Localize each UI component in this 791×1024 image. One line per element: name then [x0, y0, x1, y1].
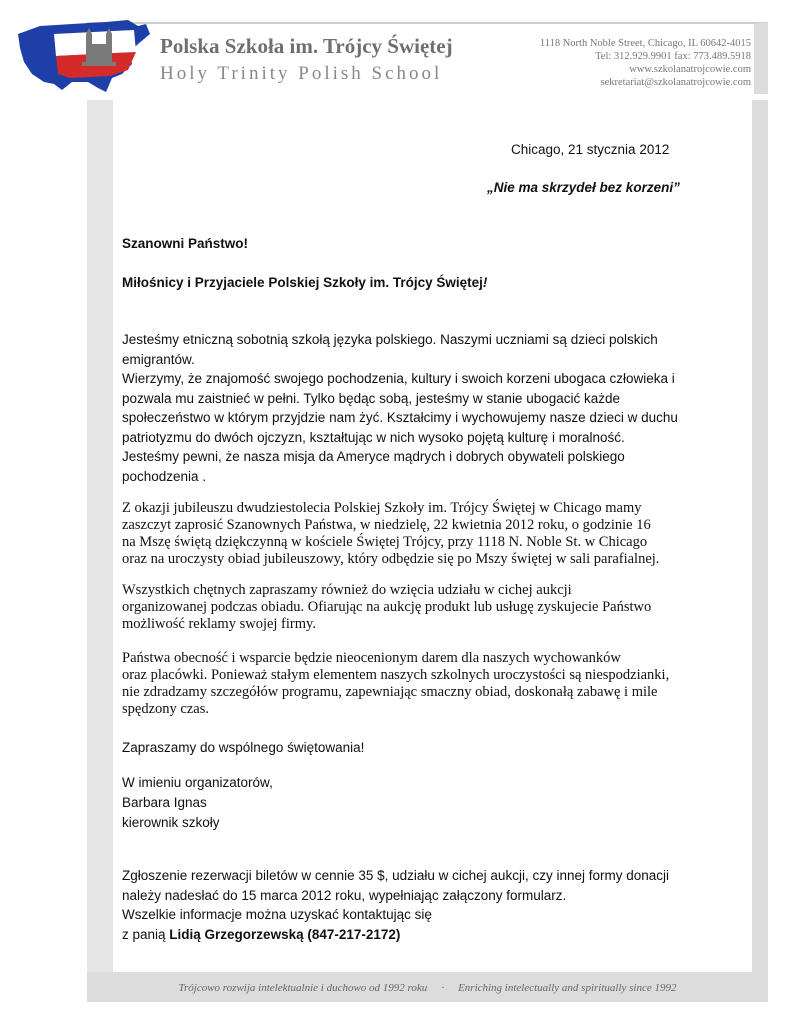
paragraph-auction: Wszystkich chętnych zapraszamy również do wzięcia udziału w cichej aukcji organizowanej podczas obiadu. Ofiarując na aukcję produkt lub usługę zyskujecie Państwo możliwość reklamy swojej firmy. — [122, 582, 652, 632]
address: 1118 North Noble Street, Chicago, IL 60642-4015 — [539, 38, 751, 49]
contact-block — [540, 37, 751, 89]
signature-block: W imieniu organizatorów, Barbara Ignas kierownik szkoły — [122, 773, 273, 833]
website-link[interactable]: www.szkolanatrojcowie.com — [629, 64, 751, 75]
right-frame-bar — [752, 100, 768, 972]
paragraph-support: Państwa obecność i wsparcie będzie nieocenionym darem dla naszych wychowanków oraz placówki. Ponieważ stałym elementem naszych szkolnych uroczystości są niespodzianki, nie zdradzamy szczegółów programu, zapewniając smaczny obiad, doskonałą zabawę i mile spędzony czas. — [122, 650, 670, 717]
contact-person: Lidią Grzegorzewską (847-217-2172) — [169, 926, 401, 942]
signer-name: Barbara Ignas — [122, 795, 207, 810]
school-name-english: Holy Trinity Polish School — [160, 63, 443, 84]
email-link[interactable]: sekretariat@szkolanatrojcowie.com — [600, 77, 751, 88]
greeting-friends: Miłośnicy i Przyjaciele Polskiej Szkoły im. Trójcy Świętej! — [122, 275, 488, 290]
letter-motto: „Nie ma skrzydeł bez korzeni” — [487, 180, 680, 195]
school-name-polish: Polska Szkoła im. Trójcy Świętej — [160, 34, 453, 58]
signer-title: kierownik szkoły — [122, 815, 220, 830]
school-logo-map — [10, 12, 152, 102]
paragraph-closing: Zapraszamy do wspólnego świętowania! — [122, 740, 365, 755]
left-frame-bar — [87, 100, 113, 972]
letter-date: Chicago, 21 stycznia 2012 — [511, 142, 670, 157]
reservation-note: Zgłoszenie rezerwacji biletów w cennie 35 $, udziału w cichej aukcji, czy innej formy donacji należy nadesłać do 15 marca 2012 roku, wypełniając załączony formularz. Wszelkie informacje można uzyskać kontaktując się z panią Lidią Grzegorzewską (847-217-2172) — [122, 868, 670, 942]
footer-tagline: Trójcowo rozwija intelektualnie i duchowo od 1992 roku · Enriching intelectually and spiritually since 1992 — [178, 982, 677, 994]
phone-fax: Tel: 312.929.9901 fax: 773.489.5918 — [595, 51, 751, 62]
paragraph-mission: Jesteśmy etniczną sobotnią szkołą języka polskiego. Naszymi uczniami są dzieci polskich emigrantów. Wierzymy, że znajomość swojego pochodzenia, kultury i swoich korzeni ubogaca człowieka i pozwala mu zaistnieć w pełni. Tylko będąc sobą, jesteśmy w stanie ubogacić każde społeczeństwo w którym przyjdzie nam żyć. Kształcimy i wychowujemy nasze dzieci w duchu patriotyzmu do dwóch ojczyzn, kształtując w nich wysoko pojętą kulturę i moralność. Jesteśmy pewni, że nasza misja da Ameryce mądrych i dobrych obywateli polskiego pochodzenia . — [122, 332, 678, 484]
paragraph-invitation: Z okazji jubileuszu dwudziestolecia Polskiej Szkoły im. Trójcy Świętej w Chicago mamy zaszczyt zaprosić Szanownych Państwa, w niedzielę, 22 kwietnia 2012 roku, o godzinie 16 na Mszę świętą dziękczynną w kościele Świętej Trójcy, przy 1118 N. Noble St. w Chicago oraz na uroczysty obiad jubileuszowy, który odbędzie się po Mszy świętej w sali parafialnej. — [122, 500, 660, 567]
greeting: Szanowni Państwo! — [122, 236, 249, 251]
